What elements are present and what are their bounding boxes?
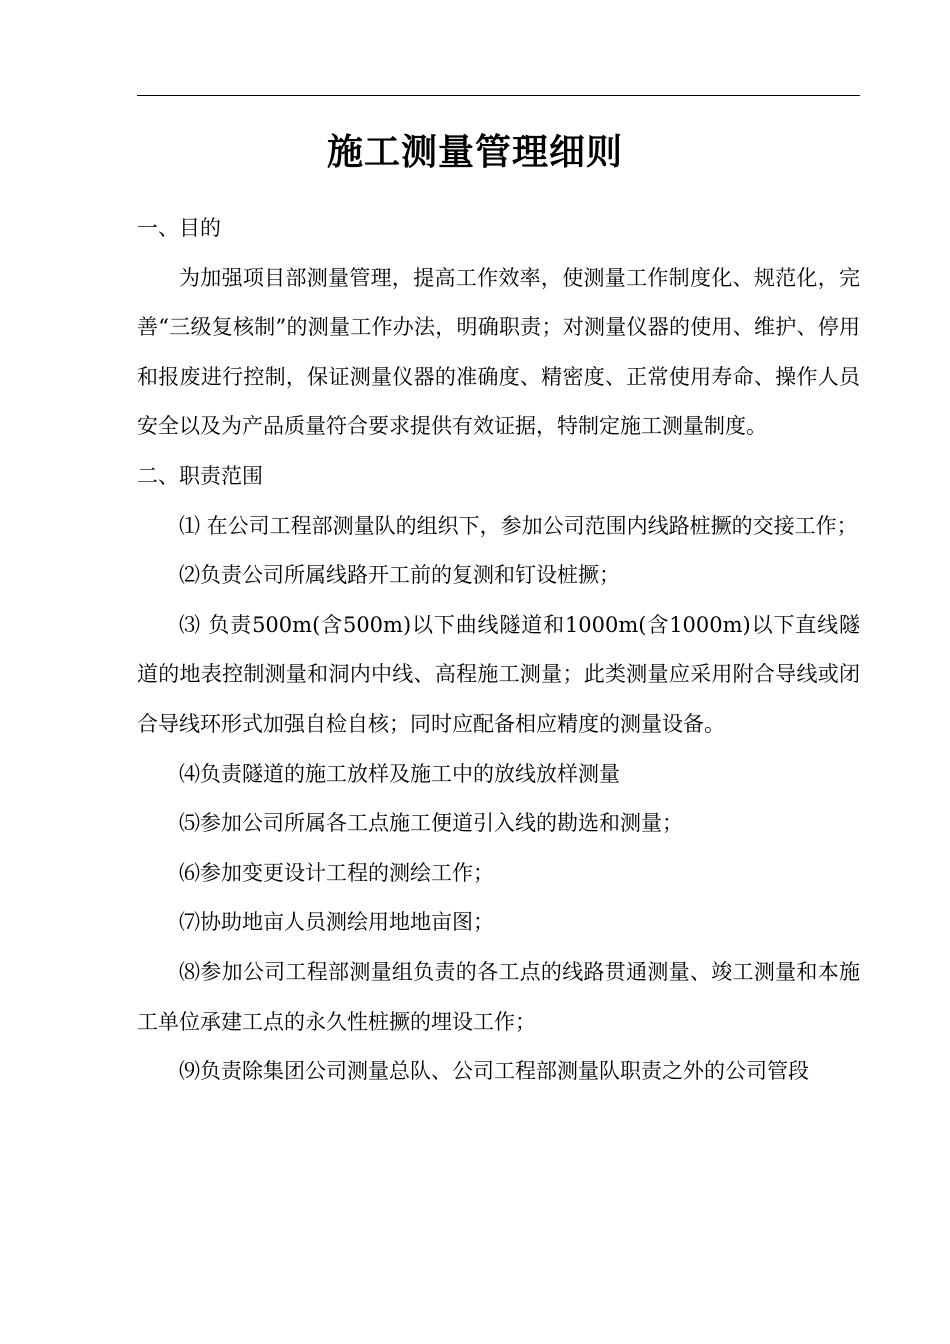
responsibility-item-5: ⑸参加公司所属各工点施工便道引入线的勘选和测量； xyxy=(179,811,683,836)
responsibility-item-9: ⑼负责除集团公司测量总队、公司工程部测量队职责之外的公司管段 xyxy=(179,1059,809,1084)
header-rule xyxy=(137,95,860,96)
responsibility-item-3: ⑶ 负责500m(含500m)以下曲线隧道和1000m(含1000m)以下直线隧道的地表控制测量和洞内中线、高程施工测量；此类测量应采用附合导线或闭合导线环形式加强自检自核；同时应配备相应精度的测量设备。 xyxy=(137,612,860,736)
responsibility-item-1: ⑴ 在公司工程部测量队的组织下，参加公司范围内线路桩撅的交接工作； xyxy=(179,513,858,538)
responsibility-item-6: ⑹参加变更设计工程的测绘工作； xyxy=(179,860,494,885)
purpose-paragraph: 为加强项目部测量管理，提高工作效率，使测量工作制度化、规范化，完善“三级复核制”的测量工作办法，明确职责；对测量仪器的使用、维护、停用和报废进行控制，保证测量仪器的准确度、精密度、正常使用寿命、操作人员安全以及为产品质量符合要求提供有效证据，特制定施工测量制度。 xyxy=(137,265,860,439)
responsibility-item-2: ⑵负责公司所属线路开工前的复测和钉设桩撅； xyxy=(179,563,620,588)
section-heading-purpose: 一、目的 xyxy=(137,216,221,240)
document-body xyxy=(137,204,860,1097)
document-title: 施工测量管理细则 xyxy=(326,132,623,173)
responsibility-item-7: ⑺协助地亩人员测绘用地地亩图； xyxy=(179,910,494,935)
responsibility-item-4: ⑷负责隧道的施工放样及施工中的放线放样测量 xyxy=(179,761,620,786)
section-heading-responsibilities: 二、职责范围 xyxy=(137,463,263,488)
responsibility-item-8: ⑻参加公司工程部测量组负责的各工点的线路贯通测量、竣工测量和本施工单位承建工点的永久性桩撅的埋设工作； xyxy=(137,959,860,1034)
